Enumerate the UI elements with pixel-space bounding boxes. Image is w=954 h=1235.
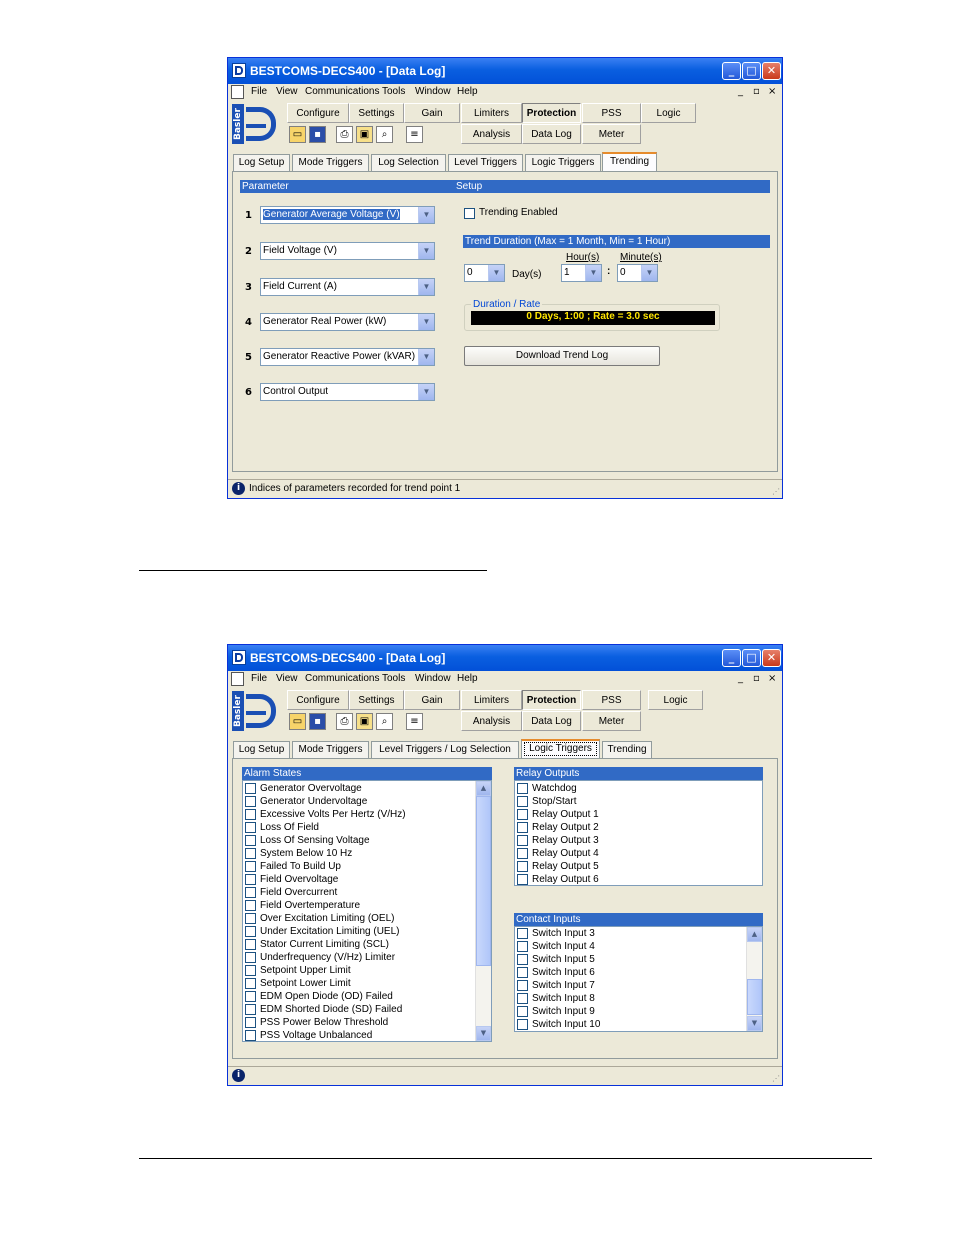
param-4-value: Generator Real Power (kW): [263, 316, 387, 327]
menu-window[interactable]: Window: [415, 673, 451, 684]
param-6-select[interactable]: [260, 383, 435, 401]
menu-bar: [228, 84, 782, 101]
configure-button[interactable]: Configure: [287, 690, 349, 710]
param-3-number: 3: [245, 282, 252, 293]
meter-button[interactable]: Meter: [582, 124, 641, 144]
settings-button[interactable]: Settings: [349, 103, 404, 123]
alarm-state-label: Failed To Build Up: [260, 861, 341, 872]
parameter-header: Parameter: [242, 181, 289, 192]
alarm-state-checkbox[interactable]: [245, 978, 256, 989]
relay-output-label: Stop/Start: [532, 796, 577, 807]
minutes-value: 0: [620, 267, 626, 278]
param-2-number: 2: [245, 246, 252, 257]
alarm-state-checkbox[interactable]: [245, 1004, 256, 1015]
alarm-state-checkbox[interactable]: [245, 913, 256, 924]
hours-label: Hour(s): [566, 252, 600, 263]
tab-trending[interactable]: Trending: [602, 152, 657, 172]
open-folder-icon[interactable]: ▭: [289, 126, 306, 143]
parameter-header-bar: [240, 180, 770, 193]
maximize-button[interactable]: □: [742, 649, 761, 667]
days-value: 0: [467, 267, 473, 278]
footer-rule: [139, 1158, 872, 1159]
alarm-state-label: Field Overtemperature: [260, 900, 361, 911]
contact-input-label: Switch Input 8: [532, 993, 595, 1004]
param-3-value: Field Current (A): [263, 281, 337, 292]
chevron-down-icon[interactable]: ▼: [418, 243, 434, 259]
relay-output-label: Relay Output 5: [532, 861, 599, 872]
notes-icon[interactable]: ≡: [406, 713, 423, 730]
alarm-state-checkbox[interactable]: [245, 835, 256, 846]
contact-input-label: Switch Input 3: [532, 928, 595, 939]
settings-button[interactable]: Settings: [349, 690, 404, 710]
relay-output-checkbox[interactable]: [517, 861, 528, 872]
chevron-down-icon[interactable]: ▼: [418, 207, 434, 223]
info-icon: i: [232, 482, 245, 495]
contact-input-checkbox[interactable]: [517, 954, 528, 965]
relay-output-checkbox[interactable]: [517, 796, 528, 807]
logic-button[interactable]: Logic: [648, 690, 703, 710]
tab-logic-triggers[interactable]: Logic Triggers: [525, 154, 601, 172]
download-trend-log-button[interactable]: Download Trend Log: [464, 346, 660, 366]
relay-output-checkbox[interactable]: [517, 848, 528, 859]
alarm-state-checkbox[interactable]: [245, 939, 256, 950]
alarm-state-checkbox[interactable]: [245, 887, 256, 898]
info-icon: i: [232, 1069, 245, 1082]
folder-icon[interactable]: ▣: [356, 713, 373, 730]
param-3-select[interactable]: [260, 278, 435, 296]
param-4-select[interactable]: [260, 313, 435, 331]
mdi-minimize-icon[interactable]: _: [738, 86, 743, 97]
relay-output-label: Relay Output 1: [532, 809, 599, 820]
chevron-down-icon[interactable]: ▼: [418, 384, 434, 400]
data-log-window-logic-triggers: [227, 644, 783, 1086]
trend-duration-header: Trend Duration (Max = 1 Month, Min = 1 Hour): [463, 235, 770, 248]
tab-level-triggers-log-selection[interactable]: Level Triggers / Log Selection: [371, 741, 519, 759]
pss-button[interactable]: PSS: [582, 103, 641, 123]
window-title: BESTCOMS-DECS400 - [Data Log]: [250, 64, 446, 78]
logic-button[interactable]: Logic: [641, 103, 696, 123]
param-5-value: Generator Reactive Power (kVAR): [263, 351, 416, 362]
relay-output-label: Relay Output 4: [532, 848, 599, 859]
app-icon[interactable]: [232, 650, 246, 665]
chevron-down-icon[interactable]: ▼: [418, 279, 434, 295]
analysis-button[interactable]: Analysis: [461, 711, 522, 731]
tab-log-setup[interactable]: Log Setup: [233, 741, 290, 759]
param-1-select[interactable]: [260, 206, 435, 224]
menu-file[interactable]: File: [251, 673, 268, 684]
contact-input-label: Switch Input 4: [532, 941, 595, 952]
save-icon[interactable]: ▪: [309, 713, 326, 730]
contact-input-label: Switch Input 5: [532, 954, 595, 965]
menu-bar: [228, 671, 782, 688]
alarm-state-checkbox[interactable]: [245, 965, 256, 976]
limiters-button[interactable]: Limiters: [461, 690, 522, 710]
toolbar: [228, 688, 782, 734]
relay-output-checkbox[interactable]: [517, 874, 528, 885]
alarm-state-checkbox[interactable]: [245, 848, 256, 859]
param-6-number: 6: [245, 387, 252, 398]
minimize-button[interactable]: _: [722, 649, 741, 667]
tab-log-setup[interactable]: Log Setup: [233, 154, 290, 172]
analysis-button[interactable]: Analysis: [461, 124, 522, 144]
contact-inputs-list[interactable]: [514, 926, 763, 1032]
param-6-value: Control Output: [263, 386, 329, 397]
relay-output-label: Relay Output 3: [532, 835, 599, 846]
relay-output-label: Relay Output 6: [532, 874, 599, 885]
data-log-button[interactable]: Data Log: [522, 124, 581, 144]
alarm-state-label: Setpoint Upper Limit: [260, 965, 351, 976]
chevron-down-icon[interactable]: ▼: [585, 265, 601, 281]
notes-icon[interactable]: ≡: [406, 126, 423, 143]
relay-output-checkbox[interactable]: [517, 835, 528, 846]
days-label: Day(s): [512, 269, 542, 280]
trending-enabled-checkbox[interactable]: [464, 208, 475, 219]
menu-view[interactable]: View: [276, 86, 298, 97]
limiters-button[interactable]: Limiters: [461, 103, 522, 123]
alarm-state-label: Underfrequency (V/Hz) Limiter: [260, 952, 396, 963]
chevron-down-icon[interactable]: ▼: [488, 265, 504, 281]
param-1-number: 1: [245, 210, 252, 221]
days-select[interactable]: [464, 264, 505, 282]
param-1-value: Generator Average Voltage (V): [263, 209, 400, 220]
pss-button[interactable]: PSS: [582, 690, 641, 710]
relay-outputs-list[interactable]: [514, 780, 763, 886]
open-folder-icon[interactable]: ▭: [289, 713, 306, 730]
protection-button[interactable]: Protection: [522, 103, 581, 123]
menu-view[interactable]: View: [276, 673, 298, 684]
title-bar[interactable]: [228, 58, 782, 84]
contact-input-label: Switch Input 7: [532, 980, 595, 991]
alarm-state-label: Loss Of Sensing Voltage: [260, 835, 370, 846]
window-title: BESTCOMS-DECS400 - [Data Log]: [250, 651, 446, 665]
scroll-thumb[interactable]: [747, 979, 762, 1015]
alarm-states-list[interactable]: [242, 780, 492, 1042]
menu-tools[interactable]: Tools: [382, 86, 406, 97]
alarm-state-checkbox[interactable]: [245, 783, 256, 794]
mdi-restore-icon[interactable]: ▫: [753, 86, 760, 97]
contact-inputs-scrollbar[interactable]: [746, 927, 762, 1031]
relay-output-checkbox[interactable]: [517, 822, 528, 833]
scroll-thumb[interactable]: [476, 796, 491, 966]
scroll-down-icon[interactable]: ▼: [747, 1016, 762, 1031]
param-5-select[interactable]: [260, 348, 435, 366]
relay-outputs-header: Relay Outputs: [514, 767, 763, 780]
print-icon[interactable]: ⎙: [336, 713, 353, 730]
tab-log-selection[interactable]: Log Selection: [371, 154, 446, 172]
alarm-state-checkbox[interactable]: [245, 861, 256, 872]
data-log-button[interactable]: Data Log: [522, 711, 581, 731]
contact-input-checkbox[interactable]: [517, 1019, 528, 1030]
toolbar: [228, 101, 782, 147]
meter-button[interactable]: Meter: [582, 711, 641, 731]
setup-header: Setup: [456, 181, 483, 192]
menu-window[interactable]: Window: [415, 86, 451, 97]
param-2-value: Field Voltage (V): [263, 245, 337, 256]
logic-triggers-panel: [232, 758, 778, 1059]
menu-tools[interactable]: Tools: [382, 673, 406, 684]
minutes-label: Minute(s): [620, 252, 662, 263]
alarm-state-label: EDM Open Diode (OD) Failed: [260, 991, 393, 1002]
alarm-state-label: Setpoint Lower Limit: [260, 978, 351, 989]
resize-grip-icon[interactable]: ⋰: [772, 487, 780, 496]
close-button[interactable]: ✕: [762, 62, 781, 80]
data-log-window-trending: [227, 57, 783, 499]
alarm-state-checkbox[interactable]: [245, 952, 256, 963]
gain-button[interactable]: Gain: [404, 103, 460, 123]
gain-button[interactable]: Gain: [404, 690, 460, 710]
maximize-button[interactable]: □: [742, 62, 761, 80]
alarm-state-label: Generator Overvoltage: [260, 783, 362, 794]
time-separator: :: [607, 266, 611, 277]
alarm-state-checkbox[interactable]: [245, 900, 256, 911]
hours-value: 1: [564, 267, 570, 278]
tab-level-triggers[interactable]: Level Triggers: [448, 154, 523, 172]
scroll-up-icon[interactable]: ▲: [476, 781, 491, 796]
param-4-number: 4: [245, 317, 252, 328]
configure-button[interactable]: Configure: [287, 103, 349, 123]
contact-input-checkbox[interactable]: [517, 967, 528, 978]
chevron-down-icon[interactable]: ▼: [418, 314, 434, 330]
alarm-state-checkbox[interactable]: [245, 796, 256, 807]
relay-output-checkbox[interactable]: [517, 783, 528, 794]
alarm-state-label: Generator Undervoltage: [260, 796, 368, 807]
chevron-down-icon[interactable]: ▼: [641, 265, 657, 281]
relay-output-label: Watchdog: [532, 783, 577, 794]
alarm-state-checkbox[interactable]: [245, 991, 256, 1002]
alarm-state-label: System Below 10 Hz: [260, 848, 353, 859]
chevron-down-icon[interactable]: ▼: [418, 349, 434, 365]
contact-input-label: Switch Input 6: [532, 967, 595, 978]
contact-input-checkbox[interactable]: [517, 941, 528, 952]
tab-mode-triggers[interactable]: Mode Triggers: [292, 154, 369, 172]
title-bar[interactable]: [228, 645, 782, 671]
mdi-close-icon[interactable]: ×: [768, 86, 777, 97]
print-icon[interactable]: ⎙: [336, 126, 353, 143]
hours-select[interactable]: [561, 264, 602, 282]
alarm-state-checkbox[interactable]: [245, 1030, 256, 1041]
trending-enabled-label: Trending Enabled: [479, 207, 558, 218]
alarm-state-checkbox[interactable]: [245, 926, 256, 937]
basler-logo: Basler: [232, 691, 282, 731]
relay-output-checkbox[interactable]: [517, 809, 528, 820]
menu-help[interactable]: Help: [457, 86, 478, 97]
duration-rate-label: Duration / Rate: [473, 299, 541, 310]
alarm-state-label: Over Excitation Limiting (OEL): [260, 913, 395, 924]
contact-input-checkbox[interactable]: [517, 993, 528, 1004]
alarm-state-label: Field Overcurrent: [260, 887, 338, 898]
param-2-select[interactable]: [260, 242, 435, 260]
tab-strip: [232, 152, 778, 172]
menu-communications[interactable]: Communications: [305, 86, 380, 97]
tab-logic-triggers[interactable]: Logic Triggers: [521, 739, 600, 759]
contact-inputs-header: Contact Inputs: [514, 913, 763, 926]
minimize-button[interactable]: _: [722, 62, 741, 80]
basler-logo: Basler: [232, 104, 282, 144]
duration-rate-group: [464, 299, 720, 331]
menu-help[interactable]: Help: [457, 673, 478, 684]
close-button[interactable]: ✕: [762, 649, 781, 667]
tab-strip: [232, 739, 778, 759]
preview-icon[interactable]: ⌕: [376, 713, 393, 730]
tab-trending[interactable]: Trending: [602, 741, 652, 759]
status-bar: [228, 1066, 782, 1085]
mdi-close-icon[interactable]: ×: [768, 673, 777, 684]
alarm-state-checkbox[interactable]: [245, 809, 256, 820]
resize-grip-icon[interactable]: ⋰: [772, 1074, 780, 1083]
alarm-state-label: Excessive Volts Per Hertz (V/Hz): [260, 809, 406, 820]
status-text: Indices of parameters recorded for trend point 1: [249, 483, 461, 494]
contact-input-label: Switch Input 9: [532, 1006, 595, 1017]
contact-input-checkbox[interactable]: [517, 1006, 528, 1017]
alarm-state-label: Stator Current Limiting (SCL): [260, 939, 389, 950]
folder-icon[interactable]: ▣: [356, 126, 373, 143]
scroll-up-icon[interactable]: ▲: [747, 927, 762, 942]
trending-panel: [232, 171, 778, 472]
mdi-minimize-icon[interactable]: _: [738, 673, 743, 684]
duration-rate-readout: 0 Days, 1:00 ; Rate = 3.0 sec: [471, 311, 715, 325]
tab-mode-triggers[interactable]: Mode Triggers: [292, 741, 369, 759]
contact-input-checkbox[interactable]: [517, 980, 528, 991]
minutes-select[interactable]: [617, 264, 658, 282]
status-bar: [228, 479, 782, 498]
alarm-state-checkbox[interactable]: [245, 822, 256, 833]
alarm-state-label: Field Overvoltage: [260, 874, 339, 885]
contact-input-checkbox[interactable]: [517, 928, 528, 939]
menu-communications[interactable]: Communications: [305, 673, 380, 684]
document-icon[interactable]: [231, 85, 244, 99]
alarm-state-checkbox[interactable]: [245, 874, 256, 885]
relay-output-label: Relay Output 2: [532, 822, 599, 833]
alarm-states-header: Alarm States: [242, 767, 492, 780]
protection-button[interactable]: Protection: [522, 690, 581, 710]
alarm-state-label: EDM Shorted Diode (SD) Failed: [260, 1004, 403, 1015]
alarm-states-scrollbar[interactable]: [475, 781, 491, 1041]
scroll-down-icon[interactable]: ▼: [476, 1026, 491, 1041]
contact-input-label: Switch Input 10: [532, 1019, 601, 1030]
alarm-state-checkbox[interactable]: [245, 1017, 256, 1028]
caption-rule: [139, 570, 487, 571]
save-icon[interactable]: ▪: [309, 126, 326, 143]
param-5-number: 5: [245, 352, 252, 363]
app-icon[interactable]: [232, 63, 246, 78]
mdi-restore-icon[interactable]: ▫: [753, 673, 760, 684]
alarm-state-label: PSS Voltage Unbalanced: [260, 1030, 373, 1041]
alarm-state-label: PSS Power Below Threshold: [260, 1017, 389, 1028]
alarm-state-label: Under Excitation Limiting (UEL): [260, 926, 400, 937]
document-icon[interactable]: [231, 672, 244, 686]
alarm-state-label: Loss Of Field: [260, 822, 319, 833]
menu-file[interactable]: File: [251, 86, 268, 97]
preview-icon[interactable]: ⌕: [376, 126, 393, 143]
